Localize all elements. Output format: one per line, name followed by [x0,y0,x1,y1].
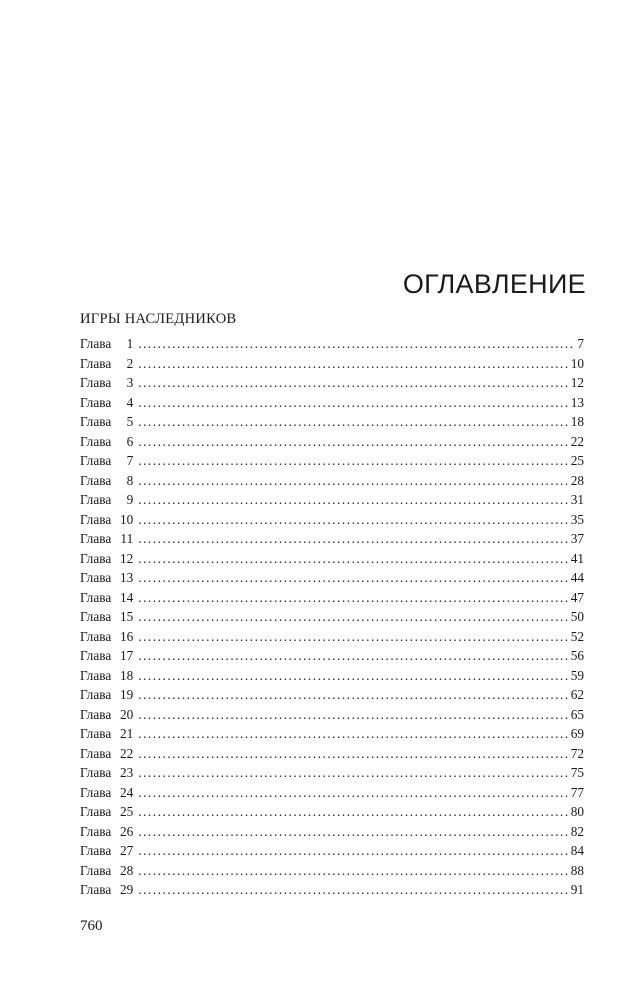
toc-entry [80,705,584,725]
chapter-number: 18 [119,667,134,683]
chapter-label [80,822,133,842]
chapter-number: 10 [119,511,134,527]
chapter-label [80,549,133,569]
dot-leader [138,705,568,725]
toc-page-number: 62 [570,687,584,702]
chapter-label [80,529,133,549]
toc-page-number: 77 [570,784,584,800]
chapter-word: Глава [80,375,112,390]
chapter-word: Глава [80,804,112,819]
toc-page-number: 82 [570,823,584,839]
dot-leader [138,393,568,413]
chapter-label [80,334,133,354]
dot-leader [138,588,568,608]
toc-entry [80,568,584,588]
toc-entry [80,510,584,530]
dot-leader [138,783,568,803]
chapter-word: Глава [80,667,112,683]
dot-leader [138,861,568,881]
toc-page-number: 22 [570,433,584,449]
chapter-word: Глава [80,648,112,663]
toc-entry [80,666,584,686]
toc-page-number: 44 [570,570,584,585]
toc-entry [80,393,584,413]
chapter-label [80,412,133,432]
toc-page-number: 28 [570,472,584,488]
chapter-word: Глава [80,609,112,624]
dot-leader [138,666,568,686]
chapter-label [80,783,133,803]
toc-entry [80,861,584,881]
dot-leader [138,373,568,393]
chapter-number: 29 [119,882,134,897]
chapter-label [80,880,133,900]
dot-leader [138,627,568,647]
chapter-word: Глава [80,453,112,468]
chapter-label [80,373,133,393]
chapter-number: 4 [126,394,134,410]
chapter-number: 24 [119,784,134,800]
chapter-label [80,861,133,881]
chapter-word: Глава [80,589,112,605]
toc-page-number: 75 [570,765,584,780]
chapter-word: Глава [80,472,112,488]
chapter-number: 21 [119,726,134,741]
toc-entry [80,412,584,432]
chapter-label [80,666,133,686]
toc-entry [80,822,584,842]
toc-entry [80,529,584,549]
chapter-label [80,490,133,510]
chapter-word: Глава [80,511,112,527]
dot-leader [138,432,568,452]
toc-page-number: 91 [570,882,584,897]
toc-page-number: 72 [570,745,584,761]
dot-leader [138,412,568,432]
dot-leader [138,529,568,549]
toc-page-number: 35 [570,511,584,527]
chapter-word: Глава [80,843,112,858]
toc-page-number: 84 [570,843,584,858]
chapter-number: 20 [119,706,134,722]
toc-page-number: 80 [570,804,584,819]
toc-page-number: 50 [570,609,584,624]
dot-leader [138,880,568,900]
toc-entry [80,490,584,510]
chapter-number: 11 [120,531,134,546]
dot-leader [138,490,568,510]
toc-entry [80,685,584,705]
dot-leader [138,744,568,764]
chapter-number: 3 [126,375,134,390]
dot-leader [138,510,568,530]
toc-page-number: 69 [570,726,584,741]
toc-entry [80,880,584,900]
chapter-label [80,588,133,608]
toc-entry [80,471,584,491]
chapter-label [80,510,133,530]
toc-page-number: 25 [570,453,584,468]
dot-leader [138,802,568,822]
chapter-number: 9 [126,492,134,507]
table-of-contents [80,334,584,900]
toc-page-number: 56 [570,648,584,663]
toc-entry [80,802,584,822]
chapter-label [80,393,133,413]
toc-page-number: 37 [570,531,584,546]
dot-leader [138,822,568,842]
chapter-word: Глава [80,784,112,800]
chapter-number: 12 [119,550,134,566]
dot-leader [138,334,575,354]
chapter-label [80,802,133,822]
chapter-word: Глава [80,550,112,566]
chapter-number: 23 [119,765,134,780]
chapter-label [80,685,133,705]
chapter-number: 7 [126,453,134,468]
dot-leader [138,549,568,569]
dot-leader [138,471,568,491]
chapter-number: 27 [119,843,134,858]
toc-entry [80,744,584,764]
toc-entry [80,451,584,471]
chapter-word: Глава [80,492,112,507]
chapter-number: 28 [119,862,134,878]
chapter-number: 16 [119,628,134,644]
toc-entry [80,841,584,861]
chapter-number: 26 [119,823,134,839]
chapter-label [80,627,133,647]
dot-leader [138,685,568,705]
chapter-number: 14 [119,589,134,605]
chapter-label [80,432,133,452]
chapter-number: 22 [119,745,134,761]
page-title: ОГЛАВЛЕНИЕ [402,269,586,299]
chapter-label [80,763,133,783]
toc-page-number: 88 [570,862,584,878]
dot-leader [138,841,568,861]
dot-leader [138,724,568,744]
toc-page-number: 59 [570,667,584,683]
chapter-word: Глава [80,628,112,644]
chapter-number: 1 [126,336,134,351]
toc-page-number: 12 [570,375,584,390]
chapter-word: Глава [80,570,112,585]
chapter-word: Глава [80,882,112,897]
chapter-word: Глава [80,862,112,878]
chapter-number: 8 [126,472,134,488]
chapter-number: 5 [126,414,134,429]
toc-entry [80,432,584,452]
toc-entry [80,763,584,783]
toc-page-number: 31 [570,492,584,507]
toc-entry [80,334,584,354]
toc-page-number: 47 [570,589,584,605]
chapter-label [80,354,133,374]
toc-page-number: 52 [570,628,584,644]
chapter-word: Глава [80,823,112,839]
dot-leader [138,763,568,783]
chapter-label [80,705,133,725]
chapter-word: Глава [80,687,112,702]
chapter-label [80,841,133,861]
toc-entry [80,646,584,666]
chapter-number: 6 [126,433,134,449]
chapter-word: Глава [80,706,112,722]
dot-leader [138,568,568,588]
dot-leader [138,354,568,374]
chapter-word: Глава [80,433,112,449]
toc-entry [80,607,584,627]
chapter-label [80,451,133,471]
toc-entry [80,373,584,393]
chapter-number: 15 [119,609,134,624]
dot-leader [138,451,568,471]
section-title: ИГРЫ НАСЛЕДНИКОВ [80,311,237,327]
toc-page-number: 13 [570,394,584,410]
toc-entry [80,724,584,744]
toc-page-number: 41 [570,550,584,566]
chapter-number: 25 [119,804,134,819]
chapter-label [80,471,133,491]
chapter-number: 2 [126,355,134,371]
chapter-number: 13 [119,570,134,585]
toc-page-number: 65 [570,706,584,722]
chapter-word: Глава [80,745,112,761]
chapter-word: Глава [80,765,112,780]
toc-entry [80,549,584,569]
chapter-word: Глава [80,394,112,410]
chapter-word: Глава [80,414,112,429]
toc-page-number: 10 [570,355,584,371]
chapter-word: Глава [80,355,112,371]
chapter-label [80,744,133,764]
toc-entry [80,354,584,374]
toc-entry [80,588,584,608]
chapter-label [80,568,133,588]
dot-leader [138,607,568,627]
chapter-word: Глава [80,531,112,546]
toc-entry [80,783,584,803]
chapter-label [80,724,133,744]
dot-leader [138,646,568,666]
chapter-number: 17 [119,648,134,663]
chapter-word: Глава [80,336,112,351]
chapter-word: Глава [80,726,112,741]
chapter-label [80,646,133,666]
chapter-label [80,607,133,627]
toc-page-number: 18 [570,414,584,429]
toc-entry [80,627,584,647]
toc-page-number: 7 [577,336,584,351]
page-number: 760 [80,918,103,934]
chapter-number: 19 [119,687,134,702]
